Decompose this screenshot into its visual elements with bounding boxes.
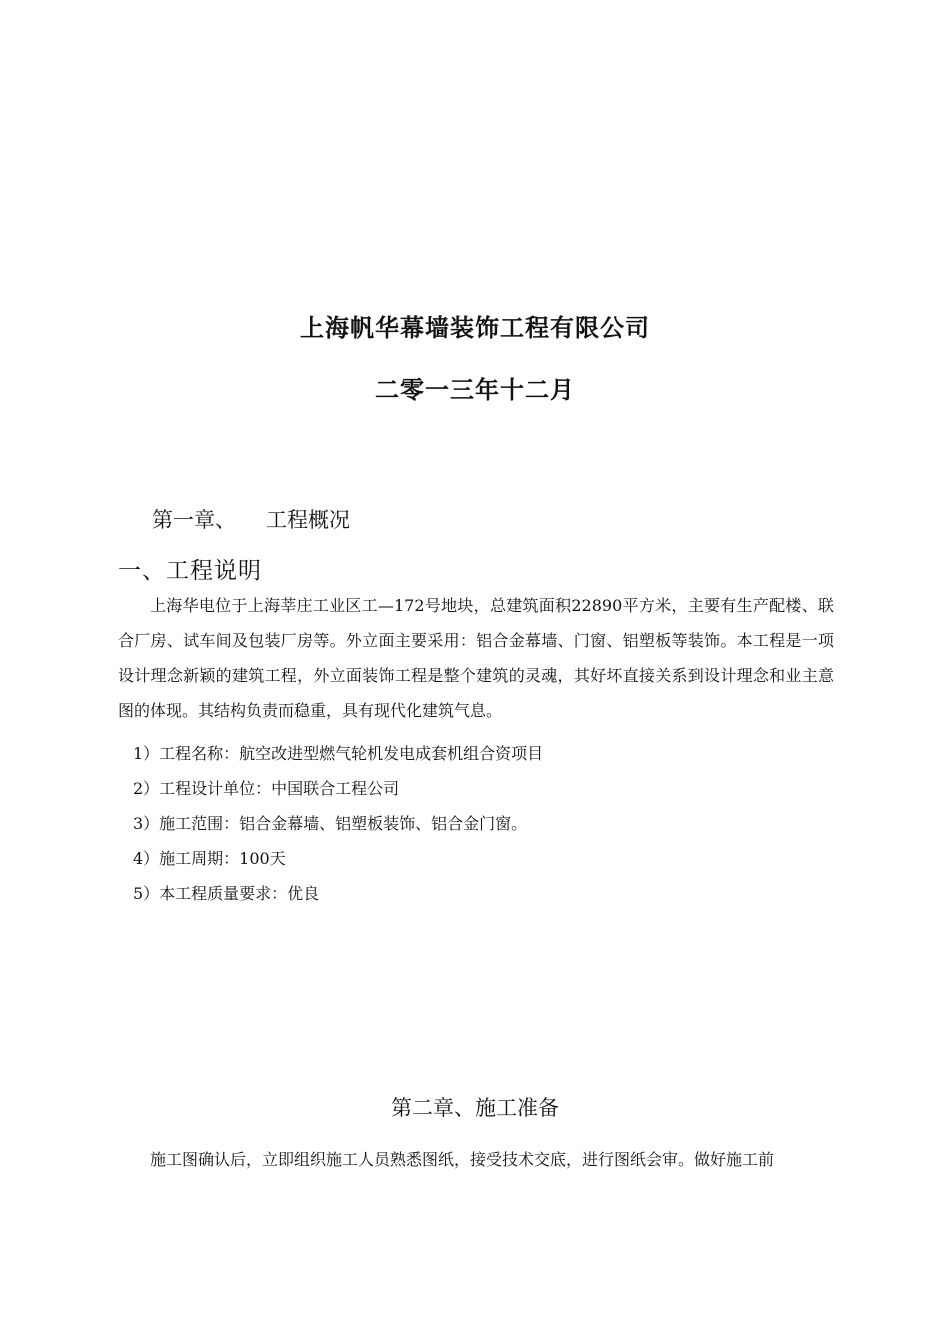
company-name: 上海帆华幕墙装饰工程有限公司 <box>300 313 650 342</box>
chapter-1-heading <box>152 504 350 534</box>
chapter-1-title: 工程概况 <box>266 508 350 532</box>
list-item: 2）工程设计单位：中国联合工程公司 <box>133 779 400 798</box>
list-item: 5）本工程质量要求：优良 <box>133 884 320 903</box>
list-item: 4）施工周期：100天 <box>133 849 286 868</box>
chapter-2-heading: 第二章、施工准备 <box>391 1096 559 1120</box>
section-1-heading: 一、工程说明 <box>118 558 262 584</box>
document-date: 二零一三年十二月 <box>375 375 575 404</box>
project-details-list <box>133 736 543 911</box>
chapter-1-number: 第一章、 <box>152 508 236 532</box>
project-description-paragraph: 上海华电位于上海莘庄工业区工—172号地块，总建筑面积22890平方米，主要有生产配楼、联合厂房、试车间及包装厂房等。外立面主要采用：铝合金幕墙、门窗、铝塑板等装饰。本工程是一项设计理念新颖的建筑工程，外立面装饰工程是整个建筑的灵魂，其好坏直接关系到设计理念和业主意图的体现。其结构负责而稳重，具有现代化建筑气息。 <box>118 596 834 720</box>
list-item: 1）工程名称：航空改进型燃气轮机发电成套机组合资项目 <box>133 744 544 763</box>
list-item: 3）施工范围：铝合金幕墙、铝塑板装饰、铝合金门窗。 <box>133 814 528 833</box>
construction-preparation-paragraph: 施工图确认后，立即组织施工人员熟悉图纸，接受技术交底，进行图纸会审。做好施工前 <box>150 1150 775 1169</box>
